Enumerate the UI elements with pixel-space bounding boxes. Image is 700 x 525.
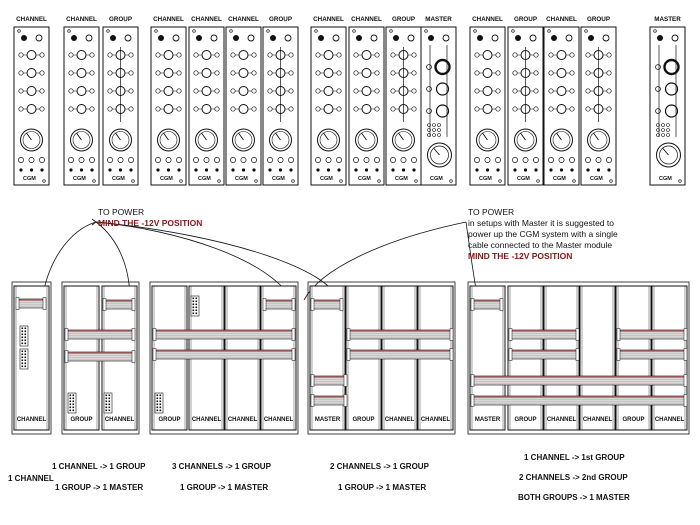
bottom-label: GROUP (158, 417, 181, 423)
module-front-group (386, 27, 421, 185)
brand-logo: CGM (160, 176, 173, 182)
brand-logo: CGM (23, 176, 36, 182)
led-icon (69, 168, 72, 171)
pin-header-icon (68, 393, 76, 413)
ribbon-cable (65, 351, 135, 363)
ribbon-cable (471, 375, 687, 387)
power-note-left-heading: TO POWER (98, 207, 145, 217)
led-icon (71, 35, 77, 41)
caption-setup-5-line-3: BOTH GROUPS -> 1 MASTER (518, 493, 630, 502)
top-label-group: GROUP (268, 16, 293, 23)
ribbon-cable (311, 395, 347, 407)
caption-setup-5-line-1: 1 CHANNEL -> 1st GROUP (524, 453, 625, 462)
brand-logo: CGM (430, 176, 443, 182)
caption-setup-2-line-2: 1 GROUP -> 1 MASTER (55, 483, 144, 492)
top-label-master: MASTER (425, 16, 452, 23)
brand-logo: CGM (73, 176, 86, 182)
module-front-channel (14, 27, 49, 185)
led-icon (477, 35, 483, 41)
led-icon (268, 168, 271, 171)
led-icon (156, 168, 159, 171)
ribbon-cable (103, 299, 135, 311)
caption-setup-4-line-2: 1 GROUP -> 1 MASTER (338, 483, 427, 492)
ribbon-cable (347, 349, 453, 361)
led-icon (289, 168, 292, 171)
led-icon (607, 168, 610, 171)
ribbon-cable (471, 299, 503, 311)
bottom-label: CHANNEL (654, 417, 685, 423)
module-front-master (421, 27, 456, 185)
caption-setup-5-line-2: 2 CHANNELS -> 2nd GROUP (519, 473, 628, 482)
led-icon (108, 168, 111, 171)
brand-logo: CGM (659, 176, 672, 182)
led-icon (279, 168, 282, 171)
ribbon-cable (471, 395, 687, 407)
ribbon-cable (263, 299, 295, 311)
led-icon (119, 168, 122, 171)
led-icon (402, 168, 405, 171)
bottom-label: GROUP (352, 417, 375, 423)
bottom-label: GROUP (70, 417, 93, 423)
ribbon-cable (153, 329, 295, 341)
module-front-group (581, 27, 616, 185)
module-front-group (263, 27, 298, 185)
bottom-label: MASTER (314, 417, 341, 423)
brand-logo: CGM (590, 176, 603, 182)
brand-logo: CGM (479, 176, 492, 182)
top-label-group: GROUP (391, 16, 416, 23)
led-icon (496, 168, 499, 171)
power-note-left (98, 207, 202, 229)
led-icon (570, 168, 573, 171)
led-icon (597, 168, 600, 171)
power-note-left-warning: MIND THE -12V POSITION (98, 218, 203, 228)
module-front-channel (311, 27, 346, 185)
led-icon (337, 168, 340, 171)
ribbon-cable (65, 329, 135, 341)
module-front-channel (544, 27, 579, 185)
pin-header-icon (20, 349, 28, 369)
brand-logo: CGM (517, 176, 530, 182)
led-icon (40, 168, 43, 171)
led-icon (110, 35, 116, 41)
led-icon (129, 168, 132, 171)
caption-setup-1: 1 CHANNEL (8, 474, 54, 483)
led-icon (549, 168, 552, 171)
led-icon (177, 168, 180, 171)
module-front-channel (470, 27, 505, 185)
ribbon-cable (509, 349, 579, 361)
ribbon-cable (509, 329, 579, 341)
brand-logo: CGM (235, 176, 248, 182)
bottom-label: GROUP (622, 417, 645, 423)
bottom-label: CHANNEL (227, 417, 258, 423)
brand-logo: CGM (553, 176, 566, 182)
ribbon-cable (347, 329, 453, 341)
module-front-group (508, 27, 543, 185)
led-icon (486, 168, 489, 171)
power-note-right-heading: TO POWER (468, 207, 515, 217)
led-icon (252, 168, 255, 171)
bottom-label: CHANNEL (16, 417, 47, 423)
led-icon (21, 35, 27, 41)
led-icon (270, 35, 276, 41)
power-note-right-line-3: cable connected to the Master module (468, 240, 613, 250)
top-label-group: GROUP (513, 16, 538, 23)
led-icon (524, 168, 527, 171)
top-label-channel: CHANNEL (351, 16, 382, 23)
module-back-panel (580, 286, 615, 430)
led-icon (316, 168, 319, 171)
led-icon (588, 35, 594, 41)
module-front-group (103, 27, 138, 185)
top-label-channel: CHANNEL (228, 16, 259, 23)
front-panel-labels (16, 16, 681, 23)
led-icon (242, 168, 245, 171)
bottom-label: MASTER (474, 417, 501, 423)
ribbon-cable (16, 298, 46, 310)
brand-logo: CGM (272, 176, 285, 182)
led-icon (205, 168, 208, 171)
led-icon (551, 35, 557, 41)
led-icon (391, 168, 394, 171)
brand-logo: CGM (112, 176, 125, 182)
brand-logo: CGM (395, 176, 408, 182)
module-front-channel (64, 27, 99, 185)
caption-setup-3-line-2: 1 GROUP -> 1 MASTER (180, 483, 269, 492)
led-icon (231, 168, 234, 171)
top-label-channel: CHANNEL (66, 16, 97, 23)
led-icon (215, 168, 218, 171)
brand-logo: CGM (358, 176, 371, 182)
top-label-channel: CHANNEL (313, 16, 344, 23)
led-icon (393, 35, 399, 41)
led-icon (196, 35, 202, 41)
module-front-channel (189, 27, 224, 185)
ribbon-cable (617, 349, 687, 361)
led-icon (158, 35, 164, 41)
ribbon-cable (311, 299, 343, 311)
led-icon (19, 168, 22, 171)
bottom-label: CHANNEL (191, 417, 222, 423)
top-label-master: MASTER (654, 16, 681, 23)
module-front-channel (226, 27, 261, 185)
top-label-group: GROUP (108, 16, 133, 23)
power-note-right (468, 207, 618, 262)
led-icon (513, 168, 516, 171)
led-icon (365, 168, 368, 171)
led-icon (90, 168, 93, 171)
module-front-channel (349, 27, 384, 185)
brand-logo: CGM (320, 176, 333, 182)
led-icon (30, 168, 33, 171)
ribbon-cable (153, 349, 295, 361)
caption-setup-3-line-1: 3 CHANNELS -> 1 GROUP (172, 462, 271, 471)
module-front-master (650, 27, 685, 185)
led-icon (428, 35, 434, 41)
arrow-icon (92, 219, 96, 225)
pin-header-icon (155, 393, 163, 413)
led-icon (586, 168, 589, 171)
led-icon (318, 35, 324, 41)
led-icon (560, 168, 563, 171)
led-icon (167, 168, 170, 171)
front-panels-row (14, 27, 685, 185)
top-label-channel: CHANNEL (191, 16, 222, 23)
led-icon (356, 35, 362, 41)
led-icon (327, 168, 330, 171)
top-label-channel: CHANNEL (16, 16, 47, 23)
led-icon (375, 168, 378, 171)
led-icon (80, 168, 83, 171)
bottom-label: CHANNEL (420, 417, 451, 423)
caption-setup-2-line-1: 1 CHANNEL -> 1 GROUP (52, 462, 146, 471)
led-icon (194, 168, 197, 171)
top-label-channel: CHANNEL (546, 16, 577, 23)
module-front-channel (151, 27, 186, 185)
bottom-label: CHANNEL (582, 417, 613, 423)
brand-logo: CGM (198, 176, 211, 182)
led-icon (534, 168, 537, 171)
led-icon (475, 168, 478, 171)
led-icon (412, 168, 415, 171)
power-note-right-line-1: in setups with Master it is suggested to (468, 218, 614, 228)
bottom-label: CHANNEL (263, 417, 294, 423)
led-icon (233, 35, 239, 41)
power-note-right-warning: MIND THE -12V POSITION (468, 251, 573, 261)
bottom-label: CHANNEL (546, 417, 577, 423)
led-icon (657, 35, 663, 41)
bottom-label: CHANNEL (384, 417, 415, 423)
bottom-label: GROUP (514, 417, 537, 423)
back-panels-row (12, 282, 689, 434)
top-label-group: GROUP (586, 16, 611, 23)
ribbon-cable (311, 375, 347, 387)
caption-setup-4-line-1: 2 CHANNELS -> 1 GROUP (330, 462, 429, 471)
pin-header-icon (191, 296, 199, 316)
pin-header-icon (20, 326, 28, 346)
bottom-label: CHANNEL (104, 417, 135, 423)
led-icon (354, 168, 357, 171)
top-label-channel: CHANNEL (153, 16, 184, 23)
top-label-channel: CHANNEL (472, 16, 503, 23)
power-note-right-line-2: power up the CGM system with a single (468, 229, 618, 239)
pin-header-icon (104, 393, 112, 413)
led-icon (515, 35, 521, 41)
ribbon-cable (617, 329, 687, 341)
